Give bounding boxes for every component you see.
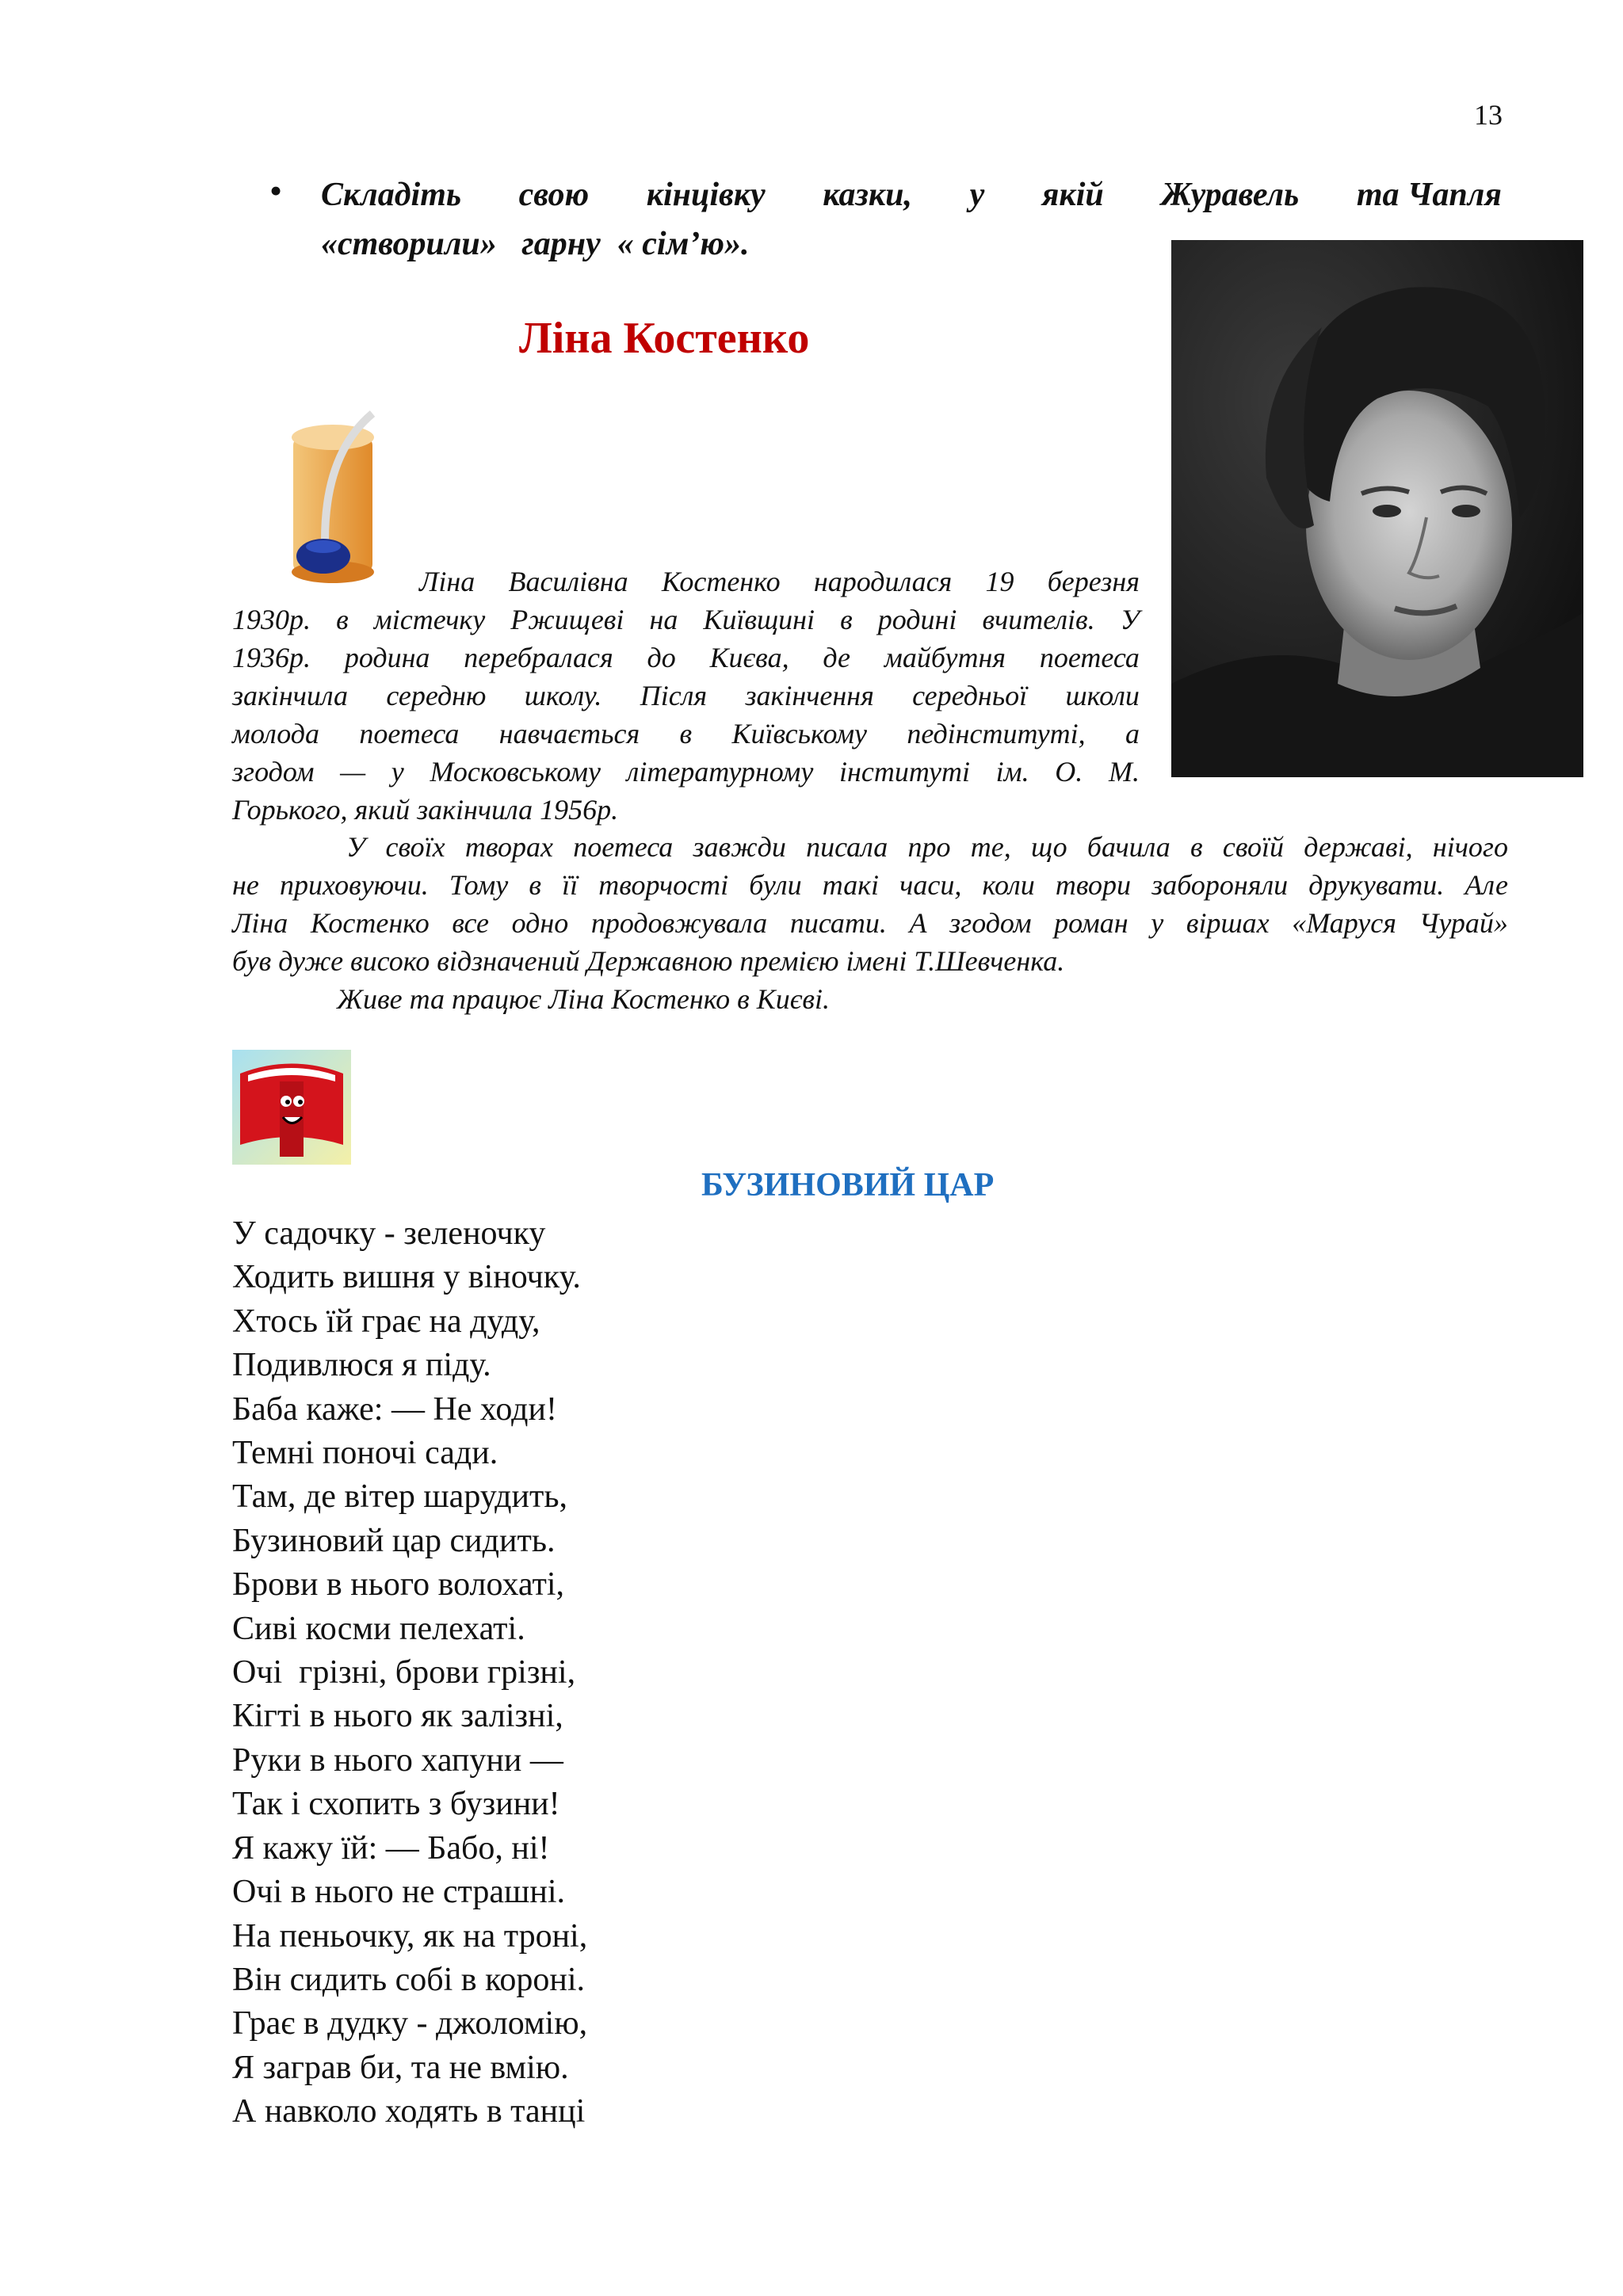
bio-word: творах — [464, 831, 553, 863]
bio-word: У — [1120, 604, 1140, 635]
bio-word: в — [679, 718, 693, 749]
bio-word: Ліна — [419, 566, 475, 597]
bio-word: інституті — [839, 756, 970, 788]
poem-line: На пеньочку, як на троні, — [232, 1917, 588, 1955]
poem-line: Баба каже: — Не ходи! — [232, 1390, 557, 1428]
bio-word: в — [840, 604, 853, 635]
bio-word: одно — [511, 907, 569, 939]
bio-word: згодом — [232, 756, 315, 788]
bio-word: Але — [1465, 869, 1508, 901]
bullet-icon: • — [269, 170, 283, 211]
bio-word: О. — [1055, 756, 1083, 788]
biography-paragraph-2 — [232, 828, 1508, 1018]
bio-word: ім. — [995, 756, 1029, 788]
poem-line: Руки в нього хапуни — — [232, 1741, 563, 1779]
poem-line: Сиві косми пелехаті. — [232, 1610, 525, 1647]
poem-line: Очі грізні, брови грізні, — [232, 1654, 576, 1691]
bio-word: Московському — [430, 756, 601, 788]
bio-word: нічого — [1432, 831, 1508, 863]
bio-word: — — [340, 756, 366, 788]
bio-word: навчається — [498, 718, 640, 749]
bio-word: літературному — [626, 756, 814, 788]
task-word: у — [969, 177, 985, 213]
bio-word: 1936р. — [232, 642, 311, 673]
bio-word: Костенко — [310, 907, 430, 939]
poem-line: Ходить вишня у віночку. — [232, 1259, 581, 1296]
bio-word: де — [823, 642, 851, 673]
bio-line — [232, 866, 1508, 904]
bio-word: на — [649, 604, 678, 635]
bio-word: роман — [1054, 907, 1128, 939]
bio-word: середньої — [912, 680, 1028, 711]
bio-word: майбутня — [884, 642, 1006, 673]
task-word: казки, — [823, 177, 913, 213]
bio-line — [232, 563, 1140, 601]
poem-line: Я кажу їй: — Бабо, ні! — [232, 1829, 550, 1867]
bio-word: про — [907, 831, 951, 863]
bio-word: закінчення — [745, 680, 874, 711]
author-heading: Ліна Костенко — [519, 314, 810, 363]
bio-word: Київщині — [703, 604, 815, 635]
bio-line — [232, 677, 1140, 715]
bio-line: Горького, який закінчила 1956р. — [232, 794, 619, 826]
bio-word: часи, — [899, 869, 962, 901]
bio-word: не — [232, 869, 259, 901]
poem-line: А навколо ходять в танці — [232, 2093, 586, 2130]
bio-word: своїй — [1222, 831, 1285, 863]
bio-word: державі, — [1304, 831, 1413, 863]
task-word: Журавель — [1161, 177, 1300, 213]
bio-word: А — [909, 907, 927, 939]
bio-word: в — [529, 869, 541, 901]
bio-word: перебралася — [464, 642, 613, 673]
poem-line: Так і схопить з бузини! — [232, 1786, 560, 1823]
bio-word: М. — [1108, 756, 1140, 788]
bio-word: Києва, — [709, 642, 789, 673]
bio-word: Ліна — [232, 907, 288, 939]
bio-line — [232, 753, 1140, 791]
poem-line: У садочку - зеленочку — [232, 1215, 546, 1252]
bio-line — [232, 715, 1140, 753]
bio-word: 19 — [985, 566, 1014, 597]
poem-title: БУЗИНОВИЙ ЦАР — [701, 1167, 995, 1203]
bio-word: були — [749, 869, 802, 901]
bio-word: У — [346, 831, 366, 863]
bio-line: був дуже високо відзначений Державною премією імені Т.Шевченка. — [232, 945, 1065, 977]
bio-word: «Маруся — [1292, 907, 1396, 939]
bio-word: народилася — [813, 566, 953, 597]
bio-line: Живе та працює Ліна Костенко в Києві. — [337, 983, 831, 1015]
bio-word: Чурай» — [1419, 907, 1508, 939]
bio-word: Ржищеві — [510, 604, 624, 635]
bio-line — [232, 601, 1140, 639]
smiling-book-icon — [232, 1050, 351, 1165]
bio-word: педінституті, — [907, 718, 1086, 749]
bio-word: Київському — [731, 718, 868, 749]
bio-word: поетеса — [1039, 642, 1140, 673]
bio-word: до — [647, 642, 676, 673]
bio-word: згодом — [949, 907, 1032, 939]
poem-line: Там, де вітер шарудить, — [232, 1478, 567, 1516]
bio-line — [232, 828, 1508, 866]
task-word: якій — [1041, 177, 1104, 213]
bio-word: містечку — [373, 604, 486, 635]
bio-word: в — [336, 604, 349, 635]
poem-line: Бузиновий цар сидить. — [232, 1522, 556, 1559]
bio-word: забороняли — [1151, 869, 1289, 901]
bio-word: такі — [822, 869, 880, 901]
biography-paragraph-1 — [232, 563, 1140, 829]
poem-line: Хтось їй грає на дуду, — [232, 1302, 540, 1340]
bio-word: школи — [1065, 680, 1140, 711]
quill-scroll-icon — [277, 406, 392, 588]
author-portrait-photo — [1171, 240, 1583, 777]
bio-word: творчості — [598, 869, 729, 901]
poem-body — [232, 1212, 587, 2134]
task-word: Складіть — [321, 177, 462, 213]
task-line-2: «створили» гарну « сім’ю». — [321, 226, 750, 262]
poem-line: Брови в нього волохаті, — [232, 1566, 564, 1604]
bio-word: бачила — [1086, 831, 1170, 863]
poem-line: Він сидить собі в короні. — [232, 1961, 586, 1998]
bio-word: писала — [806, 831, 888, 863]
bio-word: а — [1125, 718, 1140, 749]
bio-word: завжди — [693, 831, 786, 863]
task-line-1 — [321, 176, 1502, 214]
bio-line — [232, 639, 1140, 677]
bio-word: 1930р. — [232, 604, 311, 635]
bio-word: Після — [640, 680, 708, 711]
bio-word: молода — [232, 718, 319, 749]
bio-word: своїх — [385, 831, 445, 863]
bio-word: Василівна — [508, 566, 628, 597]
bio-word: в — [1190, 831, 1203, 863]
bio-line — [232, 904, 1508, 942]
bio-word: все — [452, 907, 489, 939]
bio-word: школу. — [524, 680, 602, 711]
poem-line: Я заграв би, та не вмію. — [232, 2049, 569, 2086]
bio-word: коли — [982, 869, 1035, 901]
poem-line: Очі в нього не страшні. — [232, 1874, 566, 1911]
bio-word: поетеса — [573, 831, 674, 863]
task-word: та Чапля — [1356, 177, 1502, 213]
bio-word: у — [1151, 907, 1164, 939]
bio-word: вчителів. — [982, 604, 1095, 635]
poem-line: Грає в дудку - джоломію, — [232, 2005, 588, 2042]
bio-word: у — [391, 756, 404, 788]
bio-word: Костенко — [661, 566, 781, 597]
bio-word: продовжувала — [590, 907, 768, 939]
bio-word: те, — [970, 831, 1011, 863]
page-number: 13 — [1474, 99, 1503, 131]
poem-line: Подивлюся я піду. — [232, 1347, 491, 1384]
task-word: свою — [518, 177, 590, 213]
bio-word: Тому — [449, 869, 509, 901]
task-word: кінцівку — [646, 177, 766, 213]
bio-word: родині — [877, 604, 957, 635]
bio-word: приховуючи. — [279, 869, 429, 901]
poem-line: Кігті в нього як залізні, — [232, 1698, 563, 1735]
bio-word: поетеса — [359, 718, 460, 749]
bio-word: її — [562, 869, 579, 901]
bio-word: друкувати. — [1308, 869, 1445, 901]
bio-word: середню — [386, 680, 487, 711]
bio-word: березня — [1047, 566, 1140, 597]
poem-line: Темні поночі сади. — [232, 1435, 498, 1472]
bio-word: родина — [344, 642, 430, 673]
bio-word: що — [1030, 831, 1067, 863]
bio-word: писати. — [789, 907, 887, 939]
bio-word: віршах — [1186, 907, 1270, 939]
bio-word: закінчила — [232, 680, 349, 711]
bio-word: твори — [1055, 869, 1132, 901]
